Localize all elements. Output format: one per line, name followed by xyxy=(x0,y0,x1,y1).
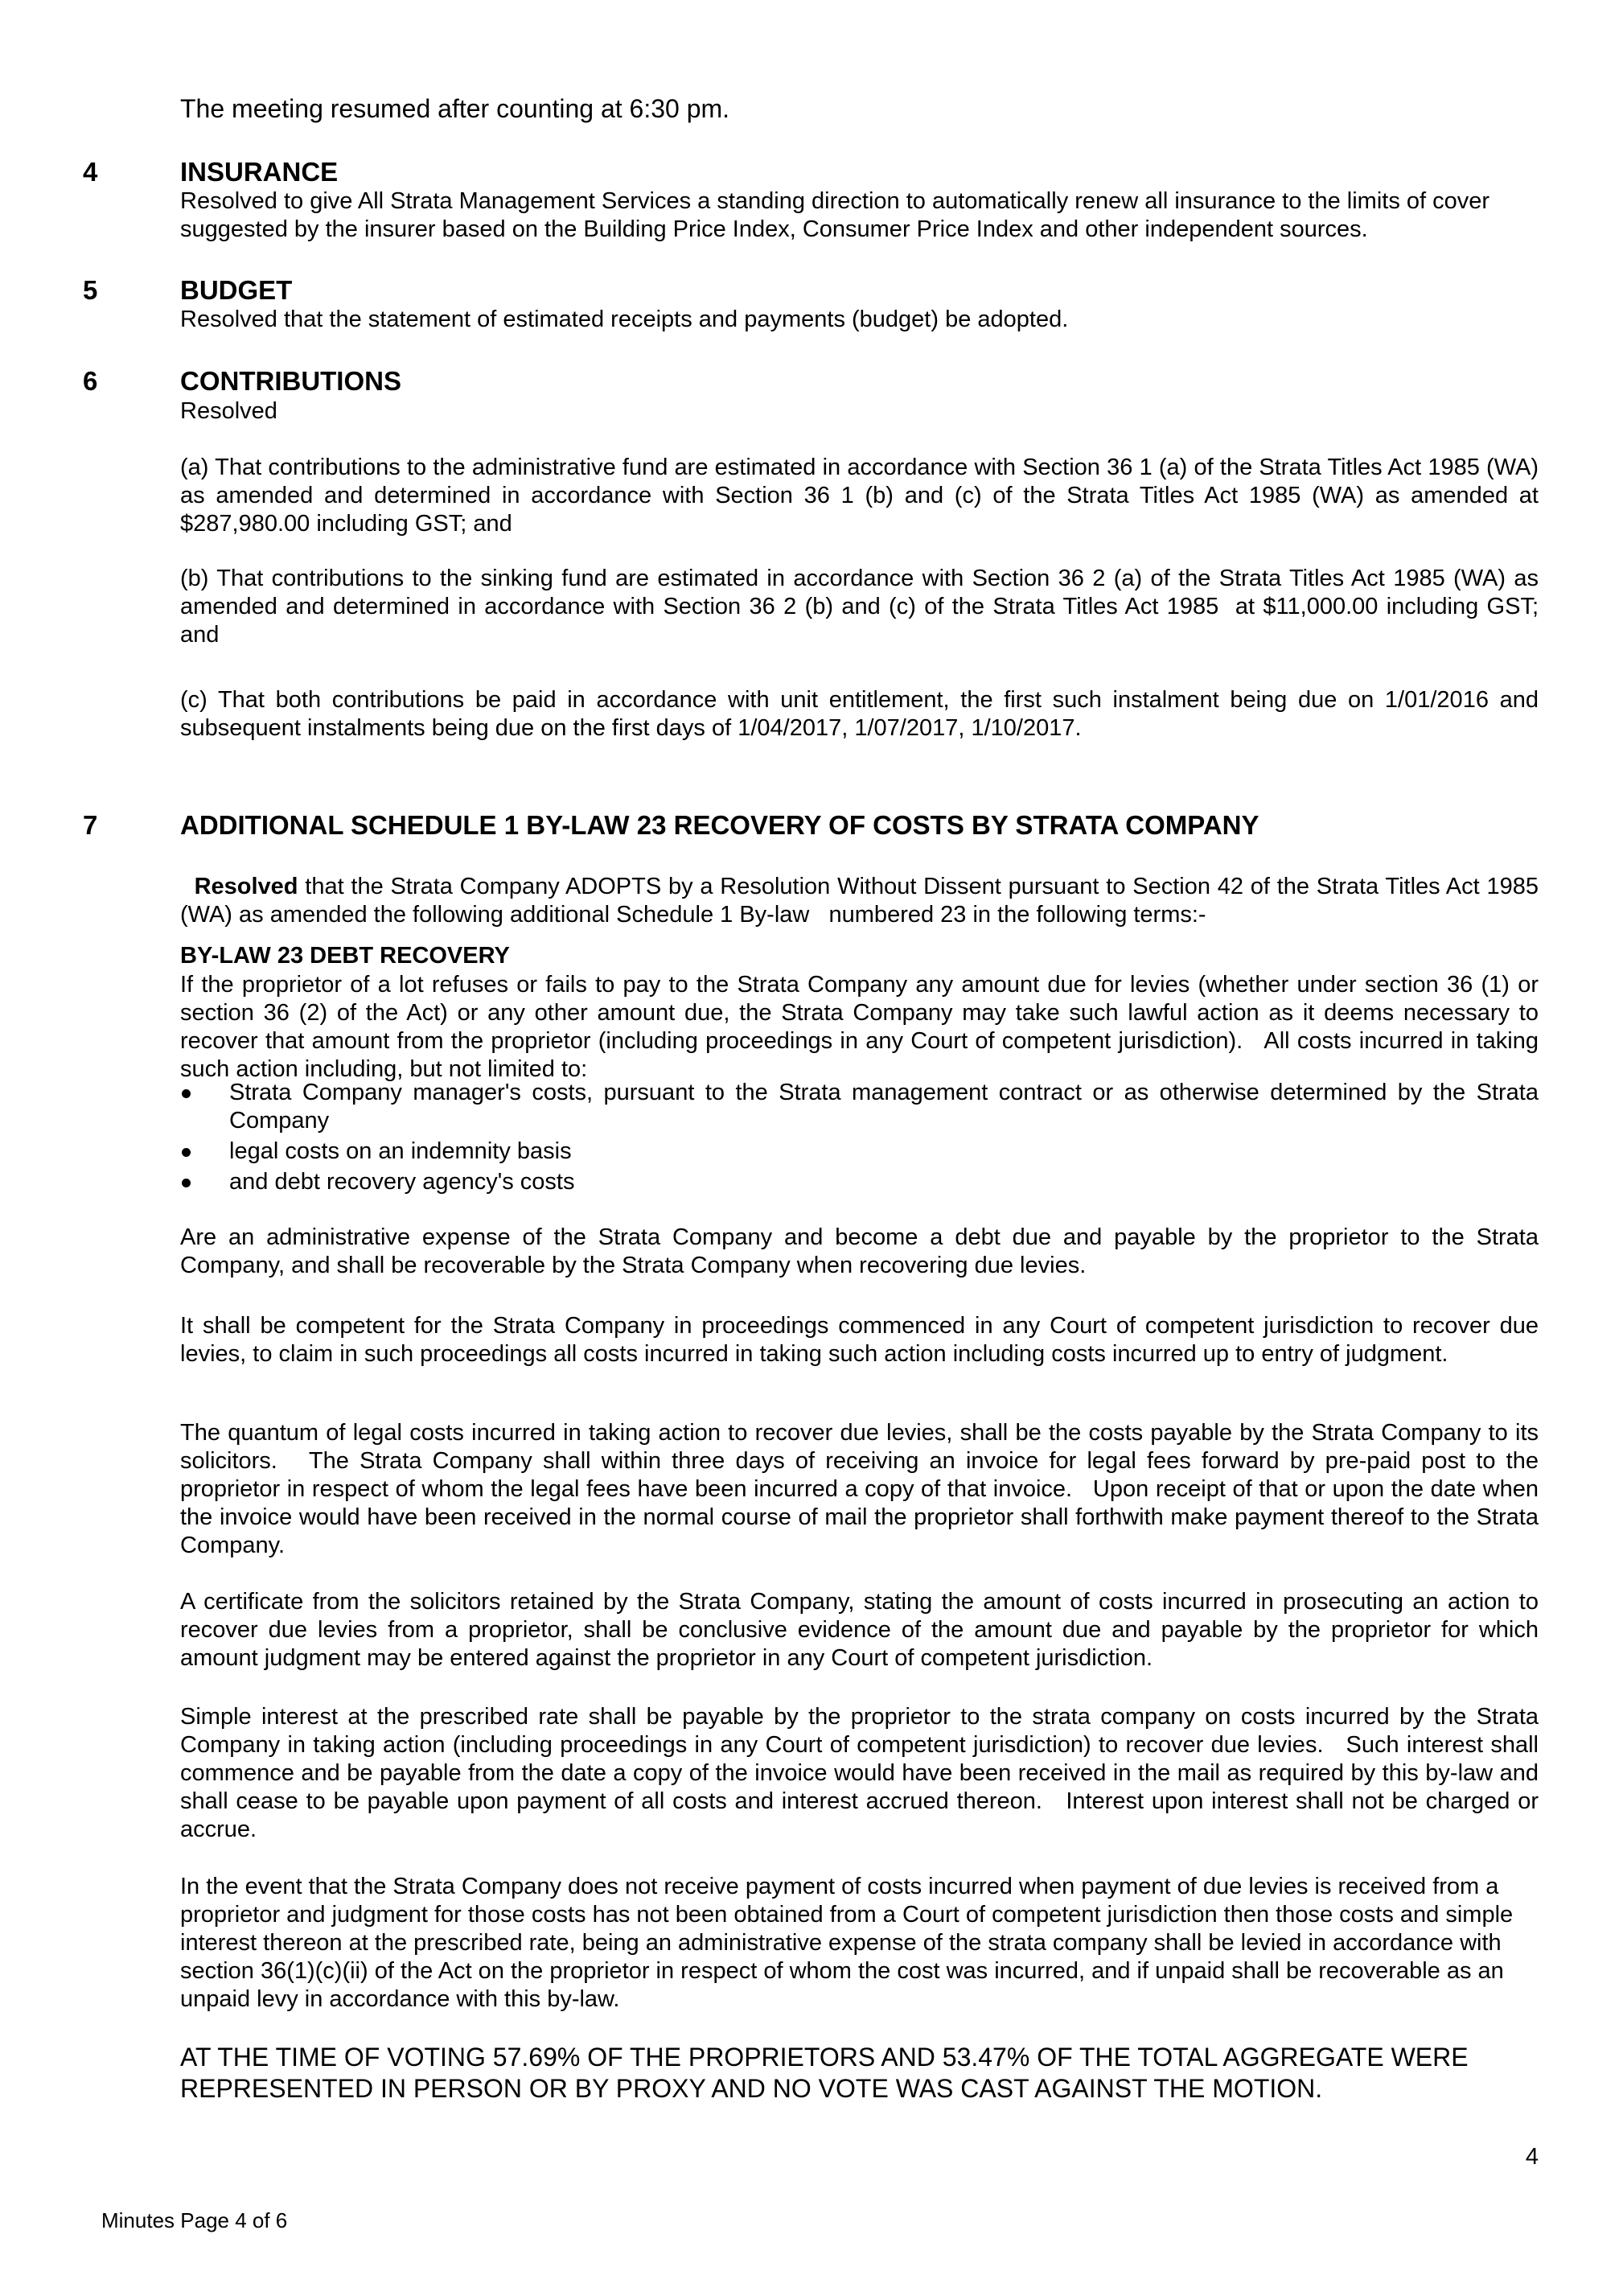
section-heading-budget: BUDGET xyxy=(180,275,293,305)
section-number-7: 7 xyxy=(83,810,98,840)
bullet-text: Strata Company manager's costs, pursuant to the Strata management contract or as otherwise determined by the Strata Company xyxy=(229,1080,1539,1134)
bylaw-paragraph-simple-interest: Simple interest at the prescribed rate shall be payable by the proprietor to the strata company on costs incurred by the Strata Company in taking action (including proceedings in any Court of competent jurisdiction) to recover due levies. Such interest shall commence and be payable from the date a copy of the invoice would have been received in the mail as required by this by-law and shall cease to be payable upon payment of all costs and interest accrued thereon. Interest upon interest shall not be charged or accrue. xyxy=(180,1704,1546,1842)
insurance-resolution: Resolved to give All Strata Management Services a standing direction to automatically renew all insurance to the limits of cover suggested by the insurer based on the Building Price Index, Consumer Price Index and other independent sources. xyxy=(180,188,1490,242)
bylaw-paragraph-competent-proceedings: It shall be competent for the Strata Company in proceedings commenced in any Court of competent jurisdiction to recover due levies, to claim in such proceedings all costs incurred in taking such action including costs incurred up to entry of judgment. xyxy=(180,1313,1539,1367)
list-item xyxy=(180,1168,1539,1196)
meeting-resumed-note: The meeting resumed after counting at 6:30 pm. xyxy=(180,94,730,123)
budget-resolution: Resolved that the statement of estimated receipts and payments (budget) be adopted. xyxy=(180,307,1069,332)
bylaw-paragraph-administrative-expense: Are an administrative expense of the Strata Company and become a debt due and payable by the proprietor to the Strata Company, and shall be recoverable by the Strata Company when recovering due levies. xyxy=(180,1224,1539,1278)
bylaw-resolution xyxy=(180,845,1546,929)
bullet-text: and debt recovery agency's costs xyxy=(229,1169,575,1195)
costs-bullet-list xyxy=(180,1079,1539,1199)
resolved-text: that the Strata Company ADOPTS by a Resolution Without Dissent pursuant to Section 42 of the Strata Titles Act 1985 (WA) as amended the following additional Schedule 1 By-law numbered 23 in the following terms:- xyxy=(180,874,1546,928)
contributions-clause-a: (a) That contributions to the administrative fund are estimated in accordance with Section 36 1 (a) of the Strata Titles Act 1985 (WA) as amended and determined in accordance with Section 36 1 (b) and (c) of the Strata Titles Act 1985 (WA) as amended at $287,980.00 including GST; and xyxy=(180,455,1539,537)
section-number-6: 6 xyxy=(83,366,98,396)
bylaw-paragraph-legal-costs-quantum: The quantum of legal costs incurred in taking action to recover due levies, shall be the costs payable by the Strata Company to its solicitors. The Strata Company shall within three days of receiving an invoice for legal fees forward by pre-paid post to the proprietor in respect of whom the legal fees have been incurred a copy of that invoice. Upon receipt of that or upon the date when the invoice would have been received in the normal course of mail the proprietor shall forthwith make payment thereof to the Strata Company. xyxy=(180,1420,1546,1558)
bylaw-23-title: BY-LAW 23 DEBT RECOVERY xyxy=(180,943,510,969)
contributions-resolved-label: Resolved xyxy=(180,398,277,424)
footer-page-label: Minutes Page 4 of 6 xyxy=(101,2208,288,2232)
page-number: 4 xyxy=(1525,2144,1539,2170)
resolved-label: Resolved xyxy=(194,874,298,899)
section-heading-insurance: INSURANCE xyxy=(180,157,339,187)
voting-statement: AT THE TIME OF VOTING 57.69% OF THE PROPRIETORS AND 53.47% OF THE TOTAL AGGREGATE WERE REPRESENTED IN PERSON OR BY PROXY AND NO VOTE WAS CAST AGAINST THE MOTION. xyxy=(180,2043,1469,2103)
bylaw-paragraph-unpaid-costs: In the event that the Strata Company does not receive payment of costs incurred when payment of due levies is received from a proprietor and judgment for those costs has not been obtained from a Court of competent jurisdiction then those costs and simple interest thereon at the prescribed rate, being an administrative expense of the strata company shall be levied in accordance with section 36(1)(c)(ii) of the Act on the proprietor in respect of whom the cost was incurred, and if unpaid shall be recoverable as an unpaid levy in accordance with this by-law. xyxy=(180,1874,1514,2012)
list-item xyxy=(180,1138,1539,1166)
bullet-text: legal costs on an indemnity basis xyxy=(229,1138,572,1164)
list-item xyxy=(180,1079,1539,1135)
section-heading-contributions: CONTRIBUTIONS xyxy=(180,366,401,396)
contributions-clause-c: (c) That both contributions be paid in accordance with unit entitlement, the first such instalment being due on 1/01/2016 and subsequent instalments being due on the first days of 1/04/2017, 1/07/2017, 1/10/2017. xyxy=(180,687,1539,741)
section-number-4: 4 xyxy=(83,157,98,187)
contributions-clause-b: (b) That contributions to the sinking fund are estimated in accordance with Section 36 2 (a) of the Strata Titles Act 1985 (WA) as amended and determined in accordance with Section 36 2 (b) and (c) of the Strata Titles Act 1985 at $11,000.00 including GST; and xyxy=(180,566,1546,648)
bylaw-23-intro: If the proprietor of a lot refuses or fails to pay to the Strata Company any amount due for levies (whether under section 36 (1) or section 36 (2) of the Act) or any other amount due, the Strata Company may take such lawful action as it deems necessary to recover that amount from the proprietor (including proceedings in any Court of competent jurisdiction). All costs incurred in taking such action including, but not limited to: xyxy=(180,972,1546,1082)
section-number-5: 5 xyxy=(83,275,98,305)
section-heading-bylaw-23: ADDITIONAL SCHEDULE 1 BY-LAW 23 RECOVERY OF COSTS BY STRATA COMPANY xyxy=(180,810,1259,840)
bylaw-paragraph-solicitor-certificate: A certificate from the solicitors retained by the Strata Company, stating the amount of costs incurred in prosecuting an action to recover due levies from a proprietor, shall be conclusive evidence of the amount due and payable by the proprietor for which amount judgment may be entered against the proprietor in any Court of competent jurisdiction. xyxy=(180,1589,1539,1671)
